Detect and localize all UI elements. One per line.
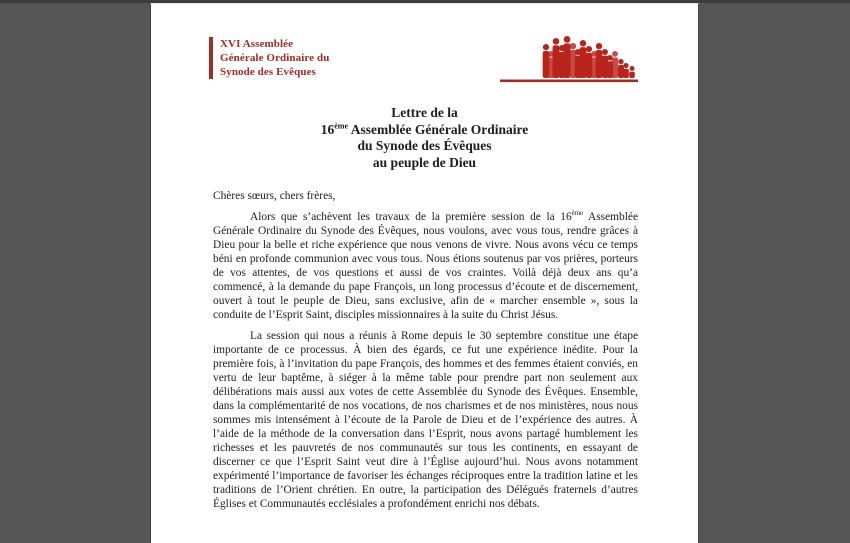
letter-body <box>213 189 638 511</box>
letter-title-line-3: du Synode des Évêques <box>357 138 492 153</box>
salutation: Chères sœurs, chers frères, <box>213 190 336 202</box>
letterhead-org-block <box>209 37 329 79</box>
letter-title <box>151 105 698 171</box>
paragraph-1: Alors que s’achèvent les travaux de la première session de la 16ème Assemblée Générale Ordinaire du Synode des Évêques, nous voulons, avec vous tous, rendre grâces à Dieu pour la belle et riche expérience que nous venons de vivre. Nous avons vécu ce temps béni en profonde communion avec vous tous. Nous étions soutenus par vos prières, porteurs de vos attentes, de vos questions et aussi de vos craintes. Voilà déjà deux ans qu’a commencé, à la demande du pape François, un long processus d’écoute et de discernement, ouvert à tout le peuple de Dieu, sans exclusive, afin de « marcher ensemble », sous la conduite de l’Esprit Saint, disciples missionnaires à la suite du Christ Jésus. <box>213 210 639 321</box>
crowd-silhouettes-icon <box>500 30 638 83</box>
document-page <box>150 3 699 543</box>
letter-title-line-2: 16ème Assemblée Générale Ordinaire <box>320 121 529 137</box>
logo-underline <box>500 80 638 83</box>
letterhead-line: XVI Assemblée <box>220 38 294 50</box>
paragraph-2: La session qui nous a réunis à Rome depuis le 30 septembre constitue une étape importante de ce processus. À bien des égards, ce fut une expérience inédite. Pour la première fois, à l’invitation du pape François, des hommes et des femmes étaient conviés, en vertu de leur baptême, à siéger à la même table pour prendre part non seulement aux délibérations mais aussi aux votes de cette Assemblée du Synode des Évêques. Ensemble, dans la complémentarité de nos vocations, de nos charismes et de nos ministères, nous nous sommes mis intensément à l’écoute de la Parole de Dieu et de l’expérience des autres. À l’aide de la méthode de la conversation dans l’Esprit, nous avons partagé humblement les richesses et les pauvretés de nos communautés sur tous les continents, en essayant de discerner ce que l’Esprit Saint veut dire à l’Église aujourd’hui. Nous avons notamment expérimenté l’importance de favoriser les échanges réciproques entre la tradition latine et les traditions de l’Orient chrétien. En outre, la participation des Délégués fraternels d’autres Églises et Communautés ecclésiales a profondément enrichi nos débats. <box>213 330 638 510</box>
letterhead-line: Générale Ordinaire du <box>220 52 330 64</box>
letterhead-line: Synode des Evêques <box>220 66 316 78</box>
letter-title-line-4: au peuple de Dieu <box>372 154 477 170</box>
window-top-edge <box>0 0 850 3</box>
letter-title-line-1: Lettre de la <box>391 105 458 120</box>
synod-people-crowd-logo <box>500 30 638 83</box>
